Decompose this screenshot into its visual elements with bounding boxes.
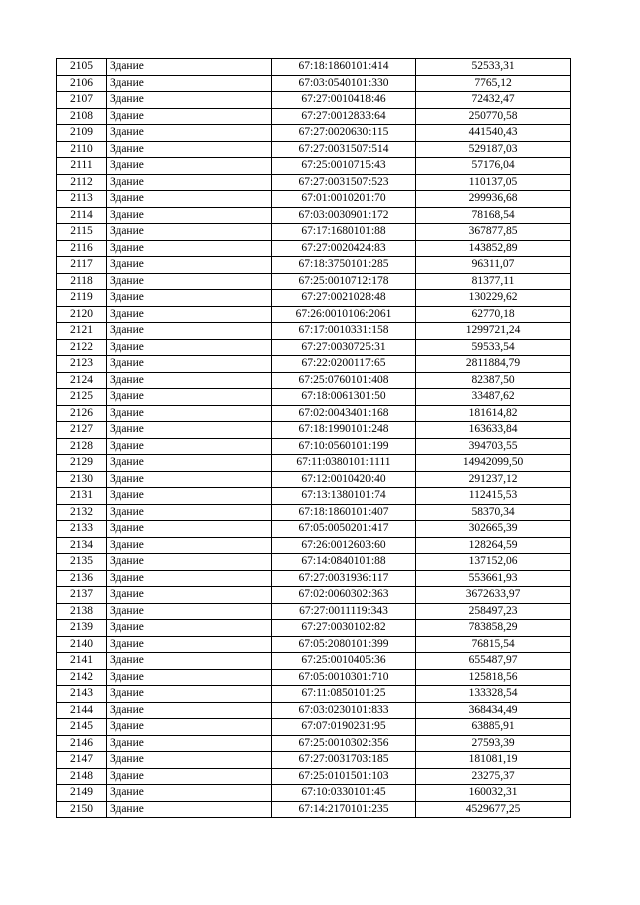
table-row bbox=[57, 554, 571, 571]
cadastral-number-cell: 67:11:0380101:1111 bbox=[272, 455, 416, 472]
table-row bbox=[57, 719, 571, 736]
object-type-cell: Здание bbox=[107, 125, 272, 142]
row-number-cell: 2109 bbox=[57, 125, 107, 142]
table-row bbox=[57, 224, 571, 241]
object-type-cell: Здание bbox=[107, 224, 272, 241]
row-number-cell: 2112 bbox=[57, 174, 107, 191]
cadastral-number-cell: 67:27:0031507:514 bbox=[272, 141, 416, 158]
table-row bbox=[57, 653, 571, 670]
cadastral-value-cell: 368434,49 bbox=[416, 702, 571, 719]
object-type-cell: Здание bbox=[107, 752, 272, 769]
object-type-cell: Здание bbox=[107, 669, 272, 686]
table-row bbox=[57, 455, 571, 472]
row-number-cell: 2142 bbox=[57, 669, 107, 686]
cadastral-value-cell: 96311,07 bbox=[416, 257, 571, 274]
cadastral-number-cell: 67:25:0760101:408 bbox=[272, 372, 416, 389]
cadastral-value-cell: 27593,39 bbox=[416, 735, 571, 752]
cadastral-value-cell: 4529677,25 bbox=[416, 801, 571, 818]
object-type-cell: Здание bbox=[107, 158, 272, 175]
table-row bbox=[57, 587, 571, 604]
cadastral-value-cell: 130229,62 bbox=[416, 290, 571, 307]
cadastral-value-cell: 110137,05 bbox=[416, 174, 571, 191]
cadastral-number-cell: 67:27:0012833:64 bbox=[272, 108, 416, 125]
row-number-cell: 2119 bbox=[57, 290, 107, 307]
object-type-cell: Здание bbox=[107, 356, 272, 373]
cadastral-value-cell: 181081,19 bbox=[416, 752, 571, 769]
row-number-cell: 2134 bbox=[57, 537, 107, 554]
cadastral-value-cell: 291237,12 bbox=[416, 471, 571, 488]
table-row bbox=[57, 290, 571, 307]
cadastral-value-cell: 76815,54 bbox=[416, 636, 571, 653]
row-number-cell: 2120 bbox=[57, 306, 107, 323]
table-row bbox=[57, 323, 571, 340]
table-row bbox=[57, 603, 571, 620]
cadastral-number-cell: 67:26:0012603:60 bbox=[272, 537, 416, 554]
row-number-cell: 2130 bbox=[57, 471, 107, 488]
row-number-cell: 2141 bbox=[57, 653, 107, 670]
cadastral-value-cell: 3672633,97 bbox=[416, 587, 571, 604]
table-row bbox=[57, 752, 571, 769]
row-number-cell: 2137 bbox=[57, 587, 107, 604]
cadastral-value-cell: 82387,50 bbox=[416, 372, 571, 389]
cadastral-number-cell: 67:27:0031507:523 bbox=[272, 174, 416, 191]
row-number-cell: 2128 bbox=[57, 438, 107, 455]
table-row bbox=[57, 471, 571, 488]
cadastral-number-cell: 67:26:0010106:2061 bbox=[272, 306, 416, 323]
object-type-cell: Здание bbox=[107, 653, 272, 670]
object-type-cell: Здание bbox=[107, 620, 272, 637]
row-number-cell: 2148 bbox=[57, 768, 107, 785]
object-type-cell: Здание bbox=[107, 537, 272, 554]
row-number-cell: 2106 bbox=[57, 75, 107, 92]
cadastral-number-cell: 67:05:2080101:399 bbox=[272, 636, 416, 653]
table-row bbox=[57, 339, 571, 356]
cadastral-number-cell: 67:01:0010201:70 bbox=[272, 191, 416, 208]
object-type-cell: Здание bbox=[107, 554, 272, 571]
row-number-cell: 2114 bbox=[57, 207, 107, 224]
table-row bbox=[57, 372, 571, 389]
cadastral-value-cell: 1299721,24 bbox=[416, 323, 571, 340]
row-number-cell: 2116 bbox=[57, 240, 107, 257]
cadastral-number-cell: 67:05:0050201:417 bbox=[272, 521, 416, 538]
cadastral-value-cell: 783858,29 bbox=[416, 620, 571, 637]
table-row bbox=[57, 504, 571, 521]
object-type-cell: Здание bbox=[107, 108, 272, 125]
row-number-cell: 2147 bbox=[57, 752, 107, 769]
table-row bbox=[57, 125, 571, 142]
cadastral-number-cell: 67:18:1990101:248 bbox=[272, 422, 416, 439]
row-number-cell: 2108 bbox=[57, 108, 107, 125]
cadastral-value-cell: 143852,89 bbox=[416, 240, 571, 257]
table-row bbox=[57, 389, 571, 406]
row-number-cell: 2139 bbox=[57, 620, 107, 637]
cadastral-number-cell: 67:27:0010418:46 bbox=[272, 92, 416, 109]
row-number-cell: 2105 bbox=[57, 59, 107, 76]
table-row bbox=[57, 570, 571, 587]
table-row bbox=[57, 108, 571, 125]
object-type-cell: Здание bbox=[107, 306, 272, 323]
cadastral-number-cell: 67:22:0200117:65 bbox=[272, 356, 416, 373]
cadastral-value-cell: 81377,11 bbox=[416, 273, 571, 290]
cadastral-number-cell: 67:18:1860101:407 bbox=[272, 504, 416, 521]
row-number-cell: 2143 bbox=[57, 686, 107, 703]
cadastral-value-cell: 72432,47 bbox=[416, 92, 571, 109]
table-row bbox=[57, 768, 571, 785]
cadastral-value-cell: 58370,34 bbox=[416, 504, 571, 521]
table-row bbox=[57, 669, 571, 686]
object-type-cell: Здание bbox=[107, 141, 272, 158]
object-type-cell: Здание bbox=[107, 174, 272, 191]
cadastral-number-cell: 67:17:0010331:158 bbox=[272, 323, 416, 340]
cadastral-number-cell: 67:13:1380101:74 bbox=[272, 488, 416, 505]
table-row bbox=[57, 422, 571, 439]
registry-table bbox=[56, 58, 571, 818]
cadastral-value-cell: 23275,37 bbox=[416, 768, 571, 785]
cadastral-value-cell: 441540,43 bbox=[416, 125, 571, 142]
table-row bbox=[57, 405, 571, 422]
cadastral-number-cell: 67:03:0540101:330 bbox=[272, 75, 416, 92]
cadastral-number-cell: 67:05:0010301:710 bbox=[272, 669, 416, 686]
cadastral-number-cell: 67:14:0840101:88 bbox=[272, 554, 416, 571]
cadastral-number-cell: 67:27:0021028:48 bbox=[272, 290, 416, 307]
cadastral-value-cell: 553661,93 bbox=[416, 570, 571, 587]
table-row bbox=[57, 273, 571, 290]
row-number-cell: 2127 bbox=[57, 422, 107, 439]
cadastral-value-cell: 112415,53 bbox=[416, 488, 571, 505]
cadastral-value-cell: 133328,54 bbox=[416, 686, 571, 703]
object-type-cell: Здание bbox=[107, 92, 272, 109]
cadastral-number-cell: 67:02:0060302:363 bbox=[272, 587, 416, 604]
cadastral-number-cell: 67:07:0190231:95 bbox=[272, 719, 416, 736]
object-type-cell: Здание bbox=[107, 438, 272, 455]
object-type-cell: Здание bbox=[107, 339, 272, 356]
cadastral-value-cell: 125818,56 bbox=[416, 669, 571, 686]
table-row bbox=[57, 306, 571, 323]
table-row bbox=[57, 702, 571, 719]
cadastral-value-cell: 367877,85 bbox=[416, 224, 571, 241]
object-type-cell: Здание bbox=[107, 488, 272, 505]
cadastral-number-cell: 67:03:0230101:833 bbox=[272, 702, 416, 719]
row-number-cell: 2149 bbox=[57, 785, 107, 802]
cadastral-value-cell: 7765,12 bbox=[416, 75, 571, 92]
cadastral-number-cell: 67:27:0020630:115 bbox=[272, 125, 416, 142]
table-row bbox=[57, 257, 571, 274]
row-number-cell: 2118 bbox=[57, 273, 107, 290]
cadastral-value-cell: 394703,55 bbox=[416, 438, 571, 455]
object-type-cell: Здание bbox=[107, 570, 272, 587]
row-number-cell: 2121 bbox=[57, 323, 107, 340]
table-row bbox=[57, 207, 571, 224]
object-type-cell: Здание bbox=[107, 207, 272, 224]
object-type-cell: Здание bbox=[107, 191, 272, 208]
cadastral-value-cell: 163633,84 bbox=[416, 422, 571, 439]
table-row bbox=[57, 801, 571, 818]
cadastral-number-cell: 67:25:0010715:43 bbox=[272, 158, 416, 175]
table-row bbox=[57, 141, 571, 158]
cadastral-number-cell: 67:27:0031703:185 bbox=[272, 752, 416, 769]
row-number-cell: 2144 bbox=[57, 702, 107, 719]
table-row bbox=[57, 636, 571, 653]
table-row bbox=[57, 620, 571, 637]
row-number-cell: 2132 bbox=[57, 504, 107, 521]
object-type-cell: Здание bbox=[107, 471, 272, 488]
cadastral-value-cell: 14942099,50 bbox=[416, 455, 571, 472]
table-row bbox=[57, 174, 571, 191]
row-number-cell: 2117 bbox=[57, 257, 107, 274]
cadastral-value-cell: 655487,97 bbox=[416, 653, 571, 670]
object-type-cell: Здание bbox=[107, 686, 272, 703]
table-row bbox=[57, 735, 571, 752]
object-type-cell: Здание bbox=[107, 59, 272, 76]
table-row bbox=[57, 240, 571, 257]
object-type-cell: Здание bbox=[107, 702, 272, 719]
cadastral-value-cell: 250770,58 bbox=[416, 108, 571, 125]
object-type-cell: Здание bbox=[107, 389, 272, 406]
cadastral-number-cell: 67:25:0010302:356 bbox=[272, 735, 416, 752]
cadastral-number-cell: 67:18:0061301:50 bbox=[272, 389, 416, 406]
cadastral-number-cell: 67:25:0010712:178 bbox=[272, 273, 416, 290]
object-type-cell: Здание bbox=[107, 719, 272, 736]
cadastral-value-cell: 128264,59 bbox=[416, 537, 571, 554]
object-type-cell: Здание bbox=[107, 587, 272, 604]
table-row bbox=[57, 191, 571, 208]
registry-table-body bbox=[57, 59, 571, 818]
object-type-cell: Здание bbox=[107, 290, 272, 307]
cadastral-value-cell: 302665,39 bbox=[416, 521, 571, 538]
table-row bbox=[57, 158, 571, 175]
row-number-cell: 2107 bbox=[57, 92, 107, 109]
cadastral-value-cell: 160032,31 bbox=[416, 785, 571, 802]
cadastral-value-cell: 33487,62 bbox=[416, 389, 571, 406]
object-type-cell: Здание bbox=[107, 405, 272, 422]
table-row bbox=[57, 785, 571, 802]
row-number-cell: 2131 bbox=[57, 488, 107, 505]
cadastral-number-cell: 67:12:0010420:40 bbox=[272, 471, 416, 488]
row-number-cell: 2111 bbox=[57, 158, 107, 175]
cadastral-value-cell: 63885,91 bbox=[416, 719, 571, 736]
cadastral-value-cell: 137152,06 bbox=[416, 554, 571, 571]
row-number-cell: 2113 bbox=[57, 191, 107, 208]
row-number-cell: 2122 bbox=[57, 339, 107, 356]
object-type-cell: Здание bbox=[107, 603, 272, 620]
cadastral-value-cell: 52533,31 bbox=[416, 59, 571, 76]
cadastral-value-cell: 57176,04 bbox=[416, 158, 571, 175]
cadastral-value-cell: 181614,82 bbox=[416, 405, 571, 422]
row-number-cell: 2126 bbox=[57, 405, 107, 422]
cadastral-value-cell: 299936,68 bbox=[416, 191, 571, 208]
cadastral-value-cell: 59533,54 bbox=[416, 339, 571, 356]
cadastral-number-cell: 67:27:0011119:343 bbox=[272, 603, 416, 620]
table-row bbox=[57, 92, 571, 109]
cadastral-value-cell: 78168,54 bbox=[416, 207, 571, 224]
table-row bbox=[57, 537, 571, 554]
cadastral-number-cell: 67:18:3750101:285 bbox=[272, 257, 416, 274]
row-number-cell: 2150 bbox=[57, 801, 107, 818]
cadastral-number-cell: 67:11:0850101:25 bbox=[272, 686, 416, 703]
row-number-cell: 2129 bbox=[57, 455, 107, 472]
table-row bbox=[57, 438, 571, 455]
object-type-cell: Здание bbox=[107, 801, 272, 818]
cadastral-value-cell: 258497,23 bbox=[416, 603, 571, 620]
object-type-cell: Здание bbox=[107, 521, 272, 538]
cadastral-value-cell: 2811884,79 bbox=[416, 356, 571, 373]
row-number-cell: 2146 bbox=[57, 735, 107, 752]
row-number-cell: 2140 bbox=[57, 636, 107, 653]
row-number-cell: 2133 bbox=[57, 521, 107, 538]
cadastral-number-cell: 67:10:0560101:199 bbox=[272, 438, 416, 455]
row-number-cell: 2123 bbox=[57, 356, 107, 373]
table-row bbox=[57, 488, 571, 505]
row-number-cell: 2145 bbox=[57, 719, 107, 736]
cadastral-number-cell: 67:10:0330101:45 bbox=[272, 785, 416, 802]
object-type-cell: Здание bbox=[107, 735, 272, 752]
cadastral-number-cell: 67:27:0031936:117 bbox=[272, 570, 416, 587]
row-number-cell: 2124 bbox=[57, 372, 107, 389]
row-number-cell: 2125 bbox=[57, 389, 107, 406]
row-number-cell: 2115 bbox=[57, 224, 107, 241]
object-type-cell: Здание bbox=[107, 768, 272, 785]
object-type-cell: Здание bbox=[107, 75, 272, 92]
object-type-cell: Здание bbox=[107, 422, 272, 439]
cadastral-number-cell: 67:27:0030725:31 bbox=[272, 339, 416, 356]
table-row bbox=[57, 356, 571, 373]
object-type-cell: Здание bbox=[107, 240, 272, 257]
object-type-cell: Здание bbox=[107, 273, 272, 290]
cadastral-number-cell: 67:17:1680101:88 bbox=[272, 224, 416, 241]
cadastral-number-cell: 67:03:0030901:172 bbox=[272, 207, 416, 224]
row-number-cell: 2135 bbox=[57, 554, 107, 571]
table-row bbox=[57, 59, 571, 76]
cadastral-number-cell: 67:25:0101501:103 bbox=[272, 768, 416, 785]
row-number-cell: 2136 bbox=[57, 570, 107, 587]
cadastral-value-cell: 62770,18 bbox=[416, 306, 571, 323]
cadastral-number-cell: 67:02:0043401:168 bbox=[272, 405, 416, 422]
table-row bbox=[57, 686, 571, 703]
object-type-cell: Здание bbox=[107, 455, 272, 472]
cadastral-number-cell: 67:27:0020424:83 bbox=[272, 240, 416, 257]
cadastral-number-cell: 67:25:0010405:36 bbox=[272, 653, 416, 670]
object-type-cell: Здание bbox=[107, 372, 272, 389]
cadastral-number-cell: 67:14:2170101:235 bbox=[272, 801, 416, 818]
row-number-cell: 2138 bbox=[57, 603, 107, 620]
object-type-cell: Здание bbox=[107, 257, 272, 274]
object-type-cell: Здание bbox=[107, 785, 272, 802]
cadastral-number-cell: 67:27:0030102:82 bbox=[272, 620, 416, 637]
table-row bbox=[57, 521, 571, 538]
cadastral-number-cell: 67:18:1860101:414 bbox=[272, 59, 416, 76]
object-type-cell: Здание bbox=[107, 323, 272, 340]
row-number-cell: 2110 bbox=[57, 141, 107, 158]
object-type-cell: Здание bbox=[107, 504, 272, 521]
table-row bbox=[57, 75, 571, 92]
cadastral-value-cell: 529187,03 bbox=[416, 141, 571, 158]
object-type-cell: Здание bbox=[107, 636, 272, 653]
